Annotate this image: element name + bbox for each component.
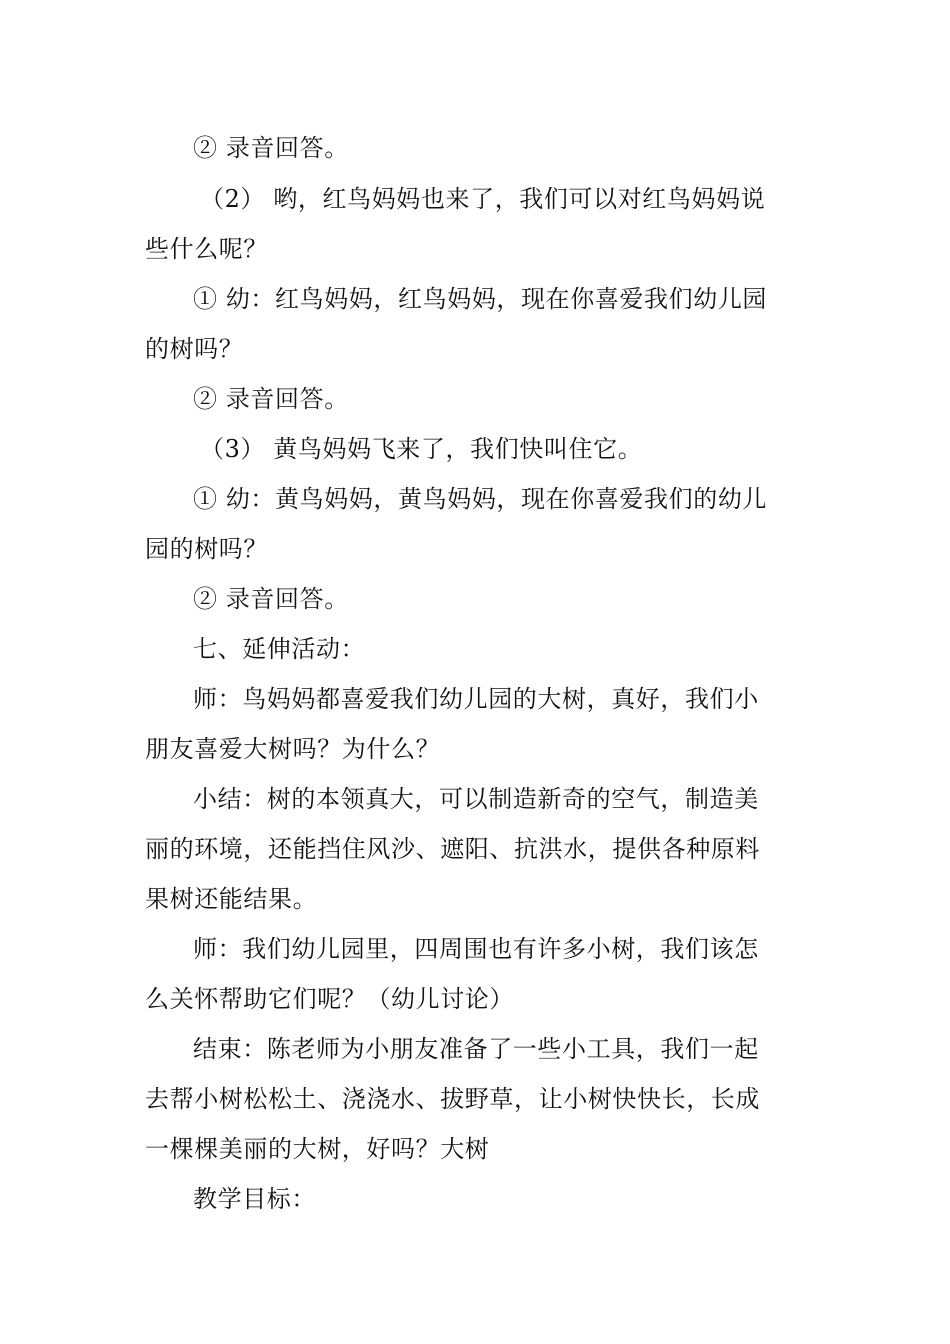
text-line: 果树还能结果。	[145, 885, 318, 913]
text-line: 么关怀帮助它们呢？（幼儿讨论）	[145, 985, 514, 1013]
text-line: 朋友喜爱大树吗？为什么？	[145, 735, 441, 763]
text-line: ① 幼：黄鸟妈妈，黄鸟妈妈，现在你喜爱我们的幼儿	[193, 485, 768, 513]
text-line: （2） 哟，红鸟妈妈也来了，我们可以对红鸟妈妈说	[200, 185, 766, 213]
text-line: （3） 黄鸟妈妈飞来了，我们快叫住它。	[200, 435, 643, 463]
text-line: 小结：树的本领真大，可以制造新奇的空气，制造美	[193, 785, 759, 813]
text-line: 一棵棵美丽的大树，好吗？大树	[145, 1135, 490, 1163]
text-line: 园的树吗？	[145, 535, 268, 563]
text-line: 师：我们幼儿园里，四周围也有许多小树，我们该怎	[193, 935, 759, 963]
text-line: 结束：陈老师为小朋友准备了一些小工具，我们一起	[193, 1035, 759, 1063]
text-line: 丽的环境，还能挡住风沙、遮阳、抗洪水，提供各种原料	[145, 835, 760, 863]
text-line: ② 录音回答。	[193, 385, 349, 413]
section-heading: 七、延伸活动：	[193, 635, 366, 663]
section-heading: 教学目标：	[193, 1185, 316, 1213]
text-line: ② 录音回答。	[193, 134, 349, 162]
text-line: 去帮小树松松土、浇浇水、拔野草，让小树快快长，长成	[145, 1085, 760, 1113]
text-line: 的树吗？	[145, 335, 244, 363]
text-line: ① 幼：红鸟妈妈，红鸟妈妈，现在你喜爱我们幼儿园	[193, 285, 768, 313]
text-line: 些什么呢？	[145, 235, 268, 263]
text-line: ② 录音回答。	[193, 585, 349, 613]
text-line: 师：鸟妈妈都喜爱我们幼儿园的大树，真好，我们小	[193, 685, 759, 713]
